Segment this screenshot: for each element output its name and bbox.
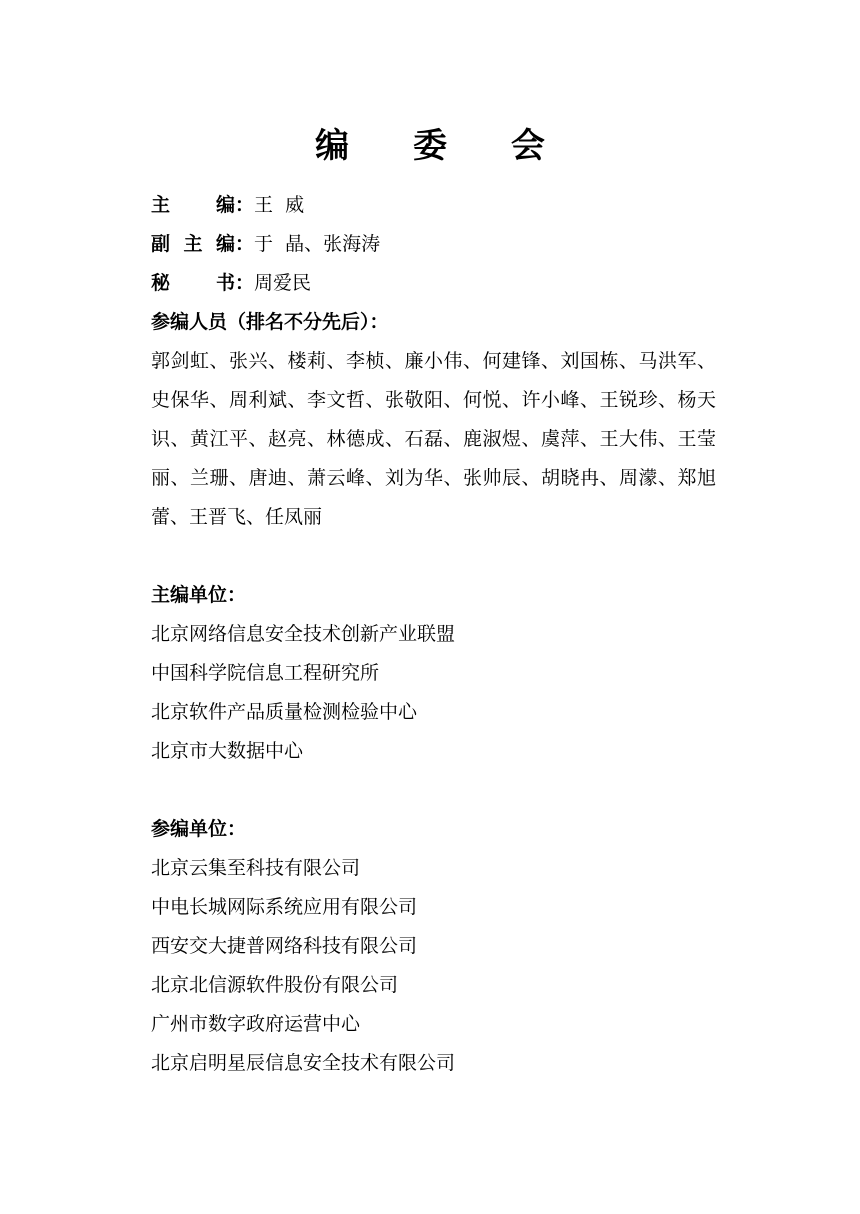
participating-unit-item: 北京北信源软件股份有限公司 bbox=[151, 974, 399, 996]
chief-unit-item: 北京软件产品质量检测检验中心 bbox=[151, 701, 418, 723]
page-title: 编 委 会 bbox=[315, 126, 571, 166]
editor-in-chief-value: 王 威 bbox=[254, 194, 305, 216]
secretary-row bbox=[151, 264, 721, 303]
deputy-editors-colon: ： bbox=[235, 233, 255, 255]
chief-units-heading: 主编单位： bbox=[151, 584, 247, 606]
chief-unit-item: 中国科学院信息工程研究所 bbox=[151, 662, 380, 684]
participating-unit-item: 西安交大捷普网络科技有限公司 bbox=[151, 935, 418, 957]
chief-unit-item: 北京网络信息安全技术创新产业联盟 bbox=[151, 623, 456, 645]
secretary-value: 周爱民 bbox=[254, 272, 312, 294]
deputy-editors-value: 于 晶、张海涛 bbox=[254, 233, 381, 255]
secretary-label: 秘书 bbox=[151, 272, 235, 294]
participating-unit-item: 北京云集至科技有限公司 bbox=[151, 857, 361, 879]
editor-in-chief-colon: ： bbox=[235, 194, 255, 216]
participants-names: 郭剑虹、张兴、楼莉、李桢、廉小伟、何建锋、刘国栋、马洪军、史保华、周利斌、李文哲、张敬阳、何悦、许小峰、王锐珍、杨天识、黄江平、赵亮、林德成、石磊、鹿淑煜、虞萍、王大伟、王莹丽、兰珊、唐迪、萧云峰、刘为华、张帅辰、胡晓冉、周濛、郑旭蕾、王晋飞、任凤丽 bbox=[151, 350, 716, 528]
editor-in-chief-row bbox=[151, 186, 721, 225]
participating-unit-item: 北京启明星辰信息安全技术有限公司 bbox=[151, 1052, 456, 1074]
secretary-colon: ： bbox=[235, 272, 255, 294]
participating-units-heading: 参编单位： bbox=[151, 818, 247, 840]
participating-unit-item: 中电长城网际系统应用有限公司 bbox=[151, 896, 418, 918]
participating-unit-item: 广州市数字政府运营中心 bbox=[151, 1013, 361, 1035]
deputy-editors-row bbox=[151, 225, 721, 264]
editor-in-chief-label: 主编 bbox=[151, 194, 235, 216]
chief-unit-item: 北京市大数据中心 bbox=[151, 740, 304, 762]
section-spacer bbox=[151, 771, 721, 810]
participants-heading: 参编人员（排名不分先后）： bbox=[151, 311, 389, 333]
section-spacer bbox=[151, 537, 721, 576]
deputy-editors-label: 副主编 bbox=[151, 233, 235, 255]
committee-content bbox=[151, 186, 721, 1083]
